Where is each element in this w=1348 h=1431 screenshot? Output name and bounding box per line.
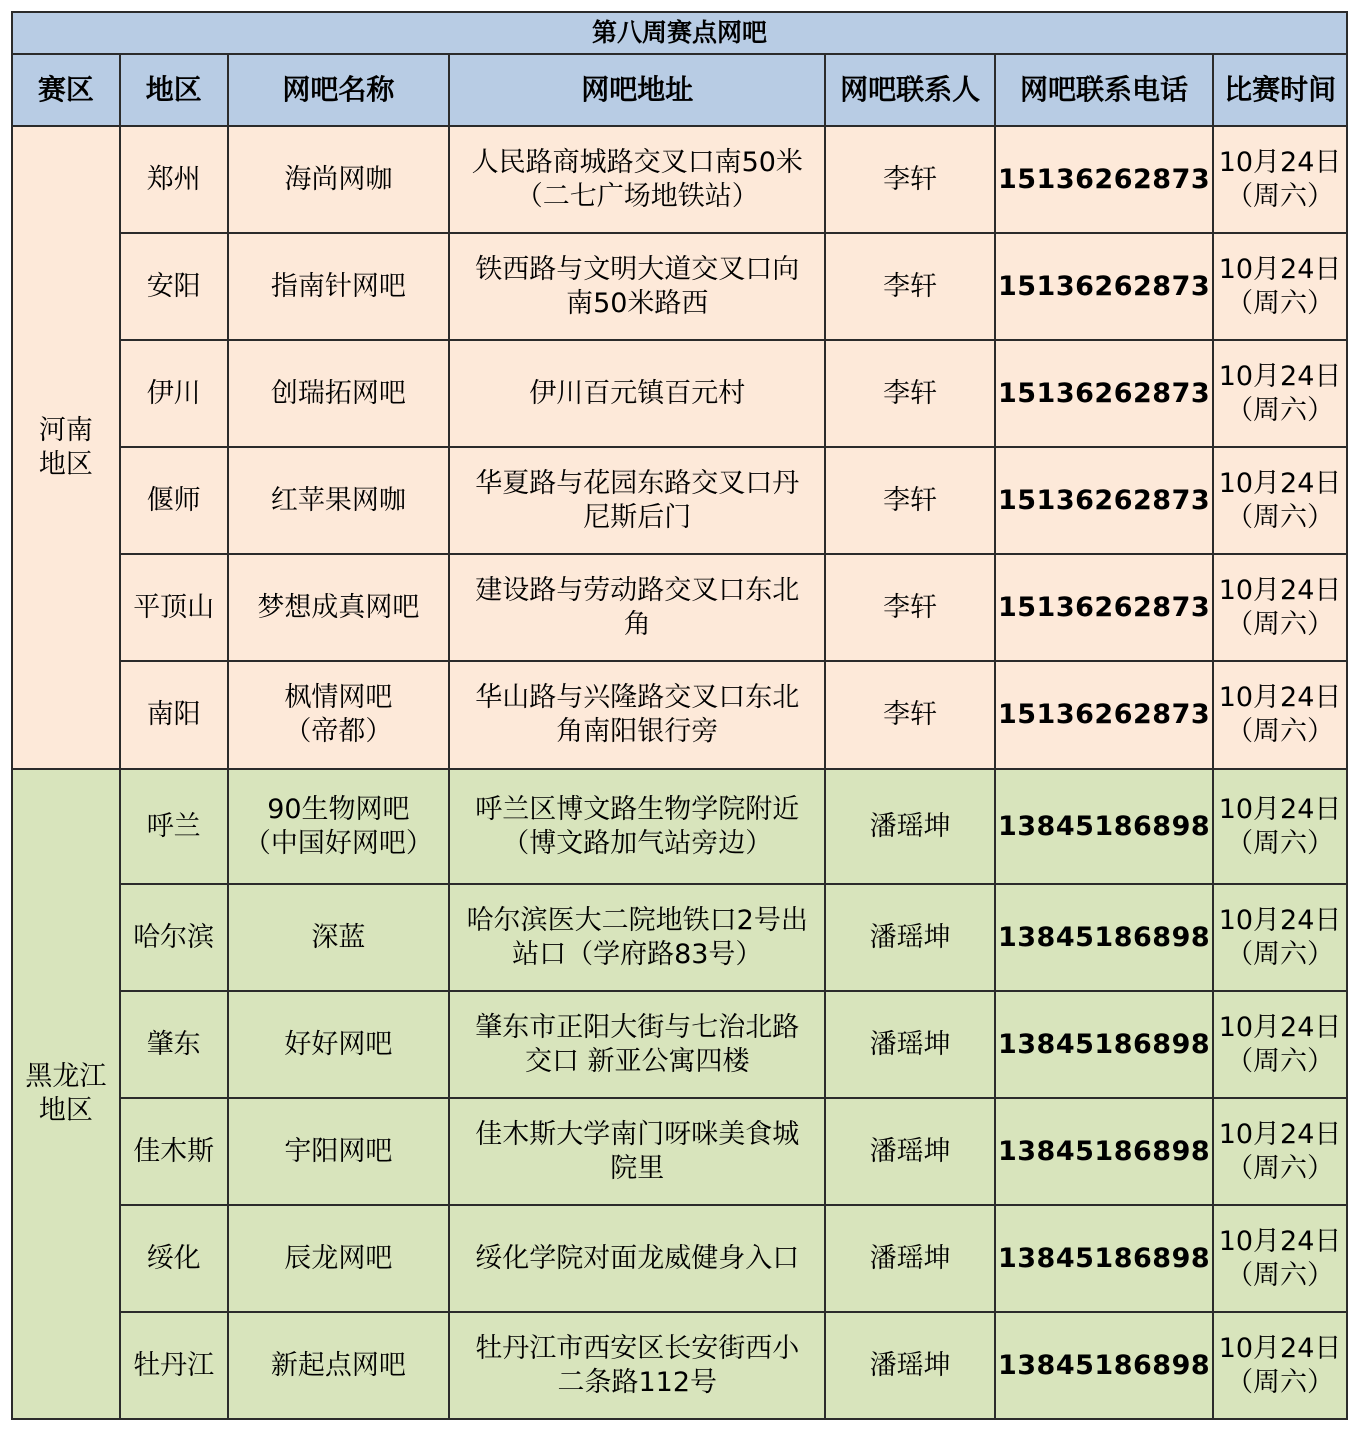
cafe-address-cell: 华夏路与花园东路交叉口丹 尼斯后门 [449,447,825,554]
area-cell: 肇东 [120,991,228,1098]
phone-cell: 13845186898 [995,1098,1213,1205]
area-cell: 平顶山 [120,554,228,661]
col-header-contact: 网吧联系人 [825,54,995,126]
match-time-cell: 10月24日 （周六） [1213,884,1347,991]
contact-cell: 李轩 [825,554,995,661]
match-time-cell: 10月24日 （周六） [1213,1098,1347,1205]
table-row [12,1098,1347,1205]
phone-cell: 13845186898 [995,884,1213,991]
area-cell: 安阳 [120,233,228,340]
match-time-cell: 10月24日 （周六） [1213,1312,1347,1419]
col-header-match-time: 比赛时间 [1213,54,1347,126]
contact-cell: 潘瑶坤 [825,991,995,1098]
match-time-cell: 10月24日 （周六） [1213,447,1347,554]
zone-cell-henan: 河南 地区 [12,126,120,769]
phone-cell: 15136262873 [995,126,1213,233]
cafe-name-cell: 90生物网吧 （中国好网吧） [228,769,450,884]
cafe-name-cell: 创瑞拓网吧 [228,340,450,447]
contact-cell: 潘瑶坤 [825,1098,995,1205]
cafe-address-cell: 伊川百元镇百元村 [449,340,825,447]
cafe-name-cell: 好好网吧 [228,991,450,1098]
col-header-area: 地区 [120,54,228,126]
contact-cell: 潘瑶坤 [825,769,995,884]
cafe-name-cell: 红苹果网咖 [228,447,450,554]
phone-cell: 13845186898 [995,991,1213,1098]
table-row [12,661,1347,769]
phone-cell: 15136262873 [995,554,1213,661]
cafe-name-cell: 辰龙网吧 [228,1205,450,1312]
table-row [12,554,1347,661]
table-row [12,126,1347,233]
col-header-cafe-name: 网吧名称 [228,54,450,126]
table-title: 第八周赛点网吧 [12,12,1347,54]
venue-table [11,11,1348,1420]
match-time-cell: 10月24日 （周六） [1213,1205,1347,1312]
match-time-cell: 10月24日 （周六） [1213,554,1347,661]
contact-cell: 李轩 [825,447,995,554]
match-time-cell: 10月24日 （周六） [1213,991,1347,1098]
cafe-name-cell: 梦想成真网吧 [228,554,450,661]
area-cell: 牡丹江 [120,1312,228,1419]
table-row [12,991,1347,1098]
table-row [12,1205,1347,1312]
col-header-cafe-address: 网吧地址 [449,54,825,126]
cafe-name-cell: 深蓝 [228,884,450,991]
cafe-address-cell: 呼兰区博文路生物学院附近 （博文路加气站旁边） [449,769,825,884]
contact-cell: 潘瑶坤 [825,884,995,991]
cafe-address-cell: 华山路与兴隆路交叉口东北 角南阳银行旁 [449,661,825,769]
phone-cell: 15136262873 [995,340,1213,447]
cafe-address-cell: 建设路与劳动路交叉口东北 角 [449,554,825,661]
match-time-cell: 10月24日 （周六） [1213,233,1347,340]
phone-cell: 13845186898 [995,1205,1213,1312]
phone-cell: 15136262873 [995,447,1213,554]
match-time-cell: 10月24日 （周六） [1213,769,1347,884]
cafe-address-cell: 佳木斯大学南门呀咪美食城 院里 [449,1098,825,1205]
contact-cell: 潘瑶坤 [825,1312,995,1419]
table-row [12,340,1347,447]
col-header-zone: 赛区 [12,54,120,126]
cafe-name-cell: 新起点网吧 [228,1312,450,1419]
cafe-name-cell: 海尚网咖 [228,126,450,233]
area-cell: 呼兰 [120,769,228,884]
col-header-phone: 网吧联系电话 [995,54,1213,126]
cafe-name-cell: 枫情网吧 （帝都） [228,661,450,769]
contact-cell: 潘瑶坤 [825,1205,995,1312]
contact-cell: 李轩 [825,233,995,340]
phone-cell: 13845186898 [995,769,1213,884]
area-cell: 偃师 [120,447,228,554]
cafe-address-cell: 绥化学院对面龙威健身入口 [449,1205,825,1312]
cafe-address-cell: 哈尔滨医大二院地铁口2号出 站口（学府路83号） [449,884,825,991]
table-row [12,1312,1347,1419]
cafe-name-cell: 指南针网吧 [228,233,450,340]
match-time-cell: 10月24日 （周六） [1213,661,1347,769]
cafe-address-cell: 肇东市正阳大街与七治北路 交口 新亚公寓四楼 [449,991,825,1098]
contact-cell: 李轩 [825,126,995,233]
table-row [12,884,1347,991]
area-cell: 哈尔滨 [120,884,228,991]
column-header-row [12,54,1347,126]
table-row [12,447,1347,554]
area-cell: 佳木斯 [120,1098,228,1205]
match-time-cell: 10月24日 （周六） [1213,126,1347,233]
cafe-address-cell: 牡丹江市西安区长安街西小 二条路112号 [449,1312,825,1419]
area-cell: 郑州 [120,126,228,233]
contact-cell: 李轩 [825,340,995,447]
zone-cell-heilongjiang: 黑龙江 地区 [12,769,120,1419]
phone-cell: 15136262873 [995,661,1213,769]
table-body [12,126,1347,1419]
phone-cell: 15136262873 [995,233,1213,340]
cafe-address-cell: 人民路商城路交叉口南50米 （二七广场地铁站） [449,126,825,233]
match-time-cell: 10月24日 （周六） [1213,340,1347,447]
cafe-name-cell: 宇阳网吧 [228,1098,450,1205]
phone-cell: 13845186898 [995,1312,1213,1419]
table-row [12,769,1347,884]
area-cell: 绥化 [120,1205,228,1312]
area-cell: 伊川 [120,340,228,447]
area-cell: 南阳 [120,661,228,769]
cafe-address-cell: 铁西路与文明大道交叉口向 南50米路西 [449,233,825,340]
contact-cell: 李轩 [825,661,995,769]
table-row [12,233,1347,340]
